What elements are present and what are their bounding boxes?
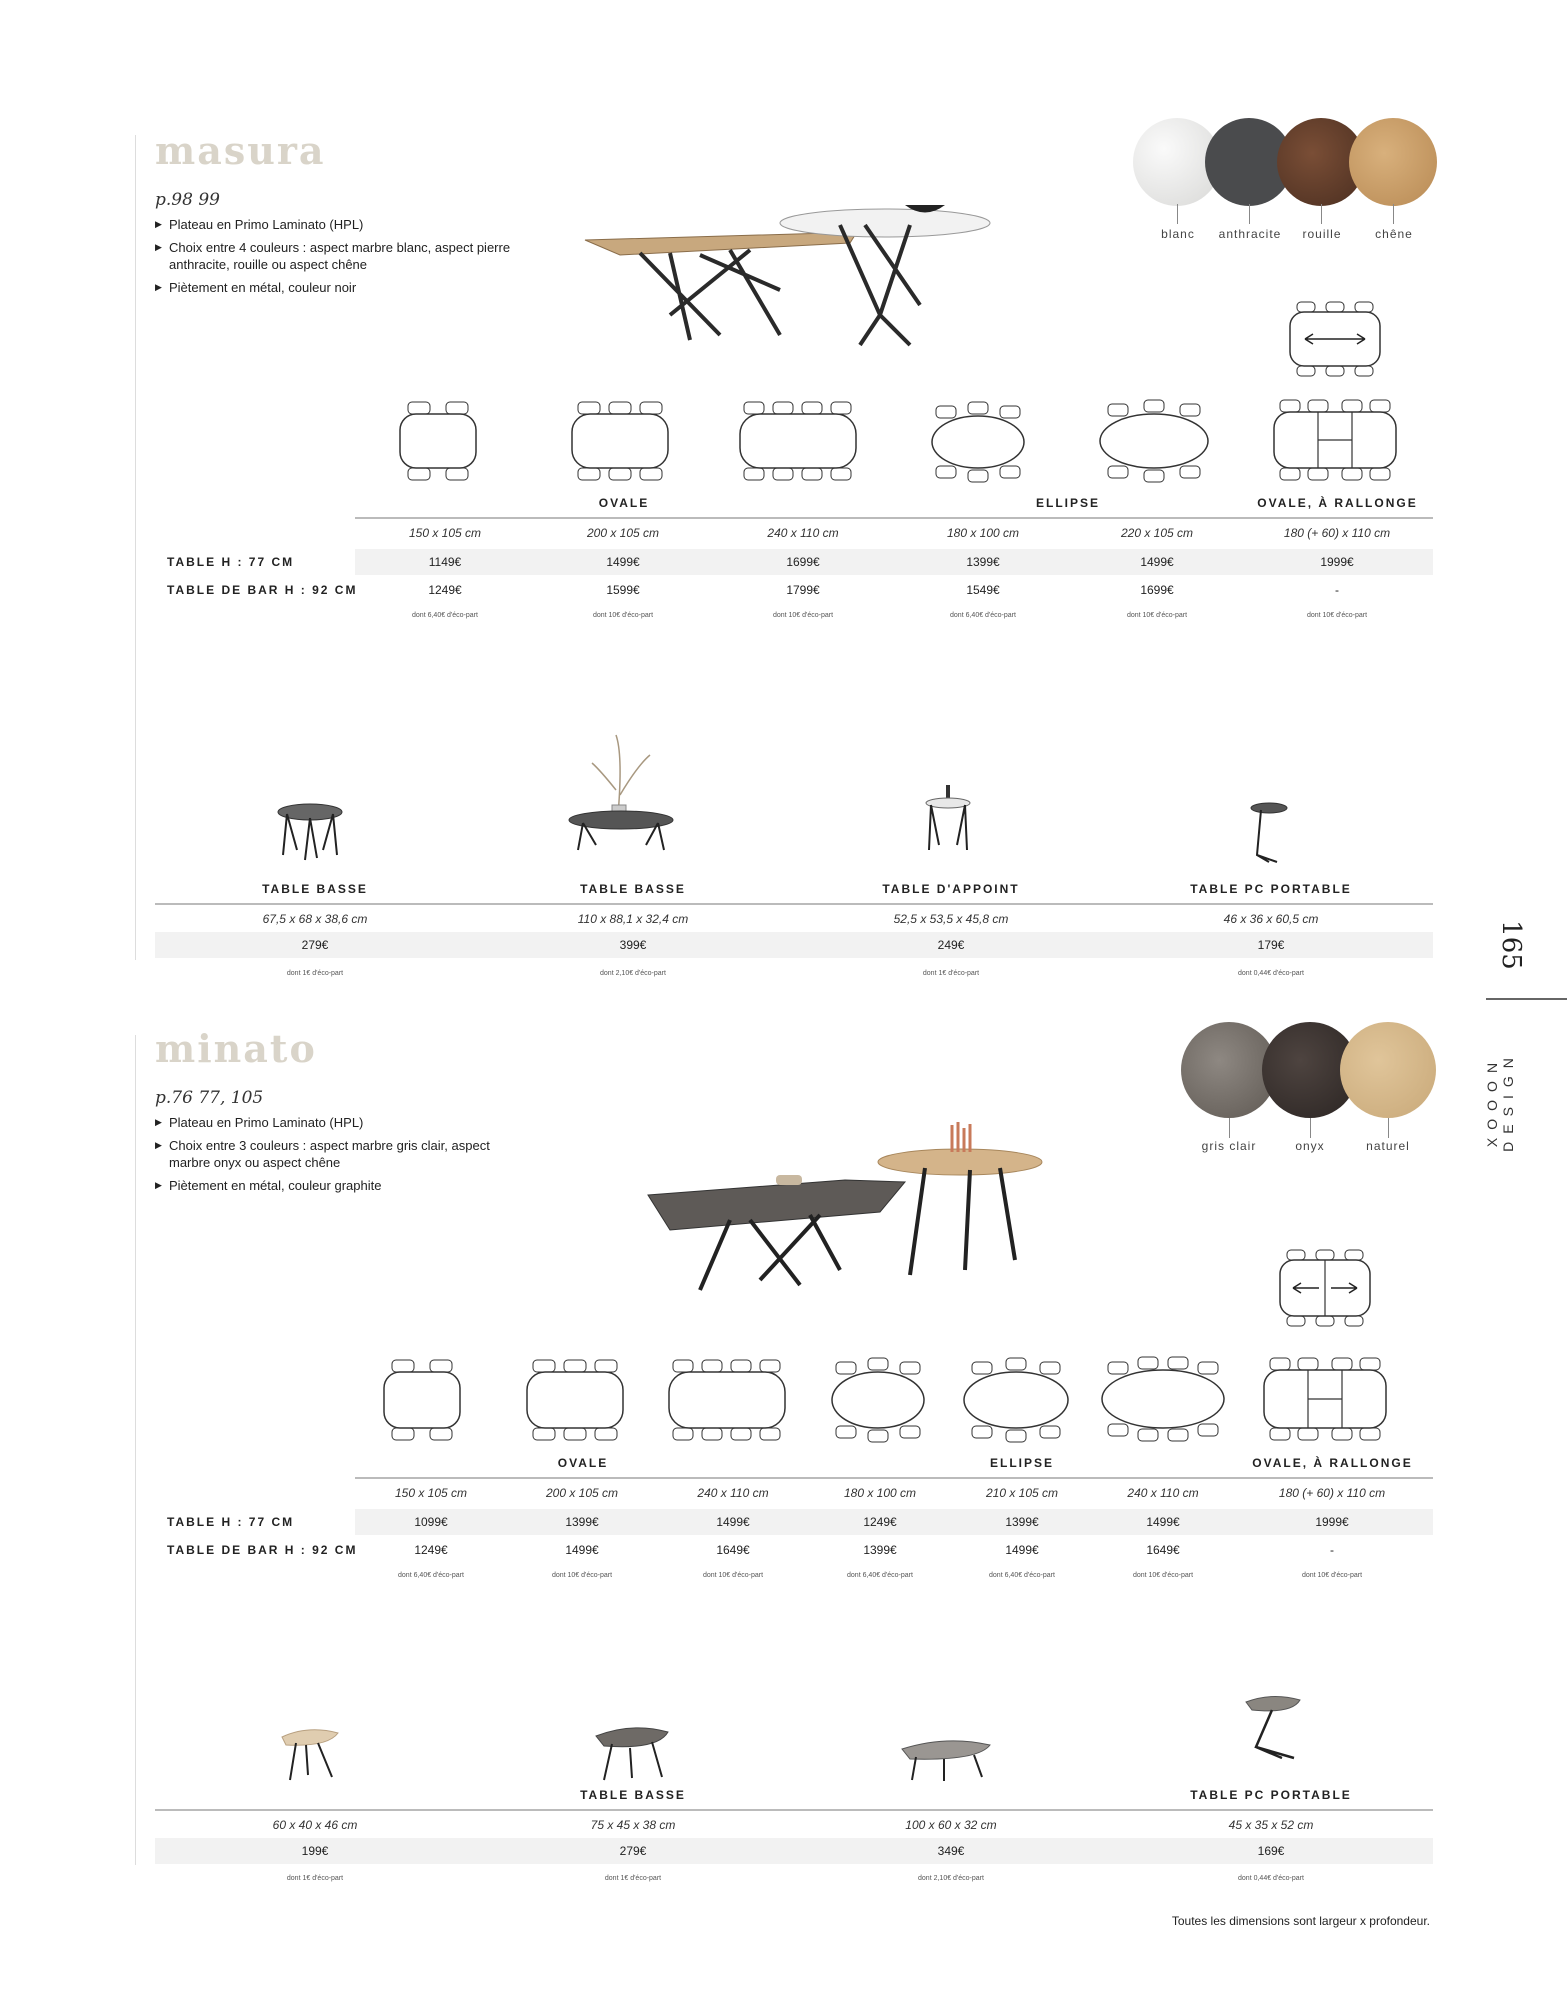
- dimension-cell: 180 x 100 cm: [946, 526, 1020, 540]
- dimension-cell: 200 x 105 cm: [545, 1486, 619, 1500]
- price-cell: 1549€: [966, 583, 1000, 597]
- dimension-cell: 100 x 60 x 32 cm: [905, 1818, 997, 1832]
- eco-part-note: dont 10€ d'éco-part: [1306, 612, 1368, 619]
- dimension-cell: 180 x 100 cm: [843, 1486, 917, 1500]
- feature-item: ▶ Choix entre 4 couleurs : aspect marbre blanc, aspect pierre anthracite, rouille ou aspect chêne: [155, 239, 515, 273]
- eco-part-note: dont 0,44€ d'éco-part: [1238, 1875, 1304, 1882]
- table-top-view-150x105: [398, 400, 478, 482]
- price-cell: 279€: [619, 1844, 647, 1858]
- price-cell: 249€: [937, 938, 965, 952]
- page-number: 165: [1495, 920, 1526, 970]
- row-label-bar-table: TABLE DE BAR H : 92 CM: [167, 1543, 358, 1557]
- dimension-cell: 52,5 x 53,5 x 45,8 cm: [893, 912, 1009, 926]
- minato-page-ref: p.76 77, 105: [155, 1088, 264, 1108]
- side-table-photo: [923, 785, 973, 855]
- small-table-label: TABLE BASSE: [580, 882, 686, 896]
- dimension-cell: 180 (+ 60) x 110 cm: [1278, 1486, 1386, 1500]
- table-top-view-180x100: [930, 402, 1026, 482]
- price-cell: 1699€: [786, 555, 820, 569]
- eco-part-note: dont 6,40€ d'éco-part: [412, 612, 478, 619]
- section-divider-line: [135, 1035, 136, 1865]
- price-cell: 1499€: [1140, 555, 1174, 569]
- eco-part-note: dont 6,40€ d'éco-part: [847, 1572, 913, 1579]
- eco-part-note: dont 2,10€ d'éco-part: [600, 970, 666, 977]
- small-table-label: TABLE PC PORTABLE: [1190, 882, 1352, 896]
- eco-part-note: dont 1€ d'éco-part: [286, 970, 344, 977]
- category-label-ovale-rallonge: OVALE, À RALLONGE: [1257, 496, 1418, 510]
- price-cell: 1649€: [716, 1543, 750, 1557]
- coffee-table-large-photo: [568, 735, 674, 855]
- coffee-table-grey-photo: [592, 1722, 672, 1784]
- eco-part-note: dont 1€ d'éco-part: [922, 970, 980, 977]
- price-cell: -: [1335, 583, 1339, 597]
- eco-part-note: dont 10€ d'éco-part: [1132, 1572, 1194, 1579]
- eco-part-note: dont 10€ d'éco-part: [772, 612, 834, 619]
- dimension-cell: 240 x 110 cm: [697, 1486, 769, 1500]
- table-header-rule: [355, 1477, 1433, 1479]
- small-table-rule: [155, 903, 1433, 905]
- price-cell: 349€: [937, 1844, 965, 1858]
- small-table-label: TABLE PC PORTABLE: [1190, 1788, 1352, 1802]
- dimension-cell: 150 x 105 cm: [394, 1486, 468, 1500]
- eco-part-note: dont 1€ d'éco-part: [286, 1875, 344, 1882]
- price-cell: 1099€: [414, 1515, 448, 1529]
- minato-feature-list: [155, 1114, 515, 1200]
- small-table-rule: [155, 1809, 1433, 1811]
- price-cell: 1649€: [1146, 1543, 1180, 1557]
- table-top-view-210x105: [962, 1358, 1070, 1442]
- category-label-ovale-rallonge: OVALE, À RALLONGE: [1252, 1456, 1413, 1470]
- section-divider-line: [135, 135, 136, 960]
- table-top-view-240x110: [667, 1358, 787, 1442]
- table-header-rule: [355, 517, 1433, 519]
- eco-part-note: dont 10€ d'éco-part: [1301, 1572, 1363, 1579]
- masura-title: masura: [155, 128, 326, 173]
- eco-part-note: dont 1€ d'éco-part: [604, 1875, 662, 1882]
- category-label-ellipse: ELLIPSE: [989, 1456, 1054, 1470]
- masura-feature-list: [155, 216, 515, 302]
- dimension-cell: 60 x 40 x 46 cm: [272, 1818, 358, 1832]
- price-cell: 1799€: [786, 583, 820, 597]
- dimension-cell: 220 x 105 cm: [1120, 526, 1194, 540]
- price-cell: 1599€: [606, 583, 640, 597]
- extending-table-diagram: [1275, 1248, 1375, 1328]
- price-cell: 1999€: [1320, 555, 1354, 569]
- price-cell: 279€: [301, 938, 329, 952]
- dimension-cell: 75 x 45 x 38 cm: [590, 1818, 676, 1832]
- feature-item: ▶ Piètement en métal, couleur noir: [155, 279, 515, 296]
- price-cell: 1699€: [1140, 583, 1174, 597]
- dimension-cell: 45 x 35 x 52 cm: [1228, 1818, 1314, 1832]
- dimension-cell: 150 x 105 cm: [408, 526, 482, 540]
- eco-part-note: dont 2,10€ d'éco-part: [918, 1875, 984, 1882]
- laptop-table-photo: [1242, 1692, 1304, 1762]
- dimension-cell: 240 x 110 cm: [767, 526, 839, 540]
- feature-item: ▶ Plateau en Primo Laminato (HPL): [155, 1114, 515, 1131]
- coffee-table-large-photo: [898, 1735, 994, 1783]
- price-cell: 199€: [301, 1844, 329, 1858]
- swatch-label: anthracite: [1218, 227, 1282, 241]
- minato-title: minato: [155, 1026, 317, 1071]
- masura-tables-photo: [580, 195, 1020, 345]
- swatch-chene: [1349, 118, 1437, 206]
- eco-part-note: dont 6,40€ d'éco-part: [989, 1572, 1055, 1579]
- feature-item: ▶ Plateau en Primo Laminato (HPL): [155, 216, 515, 233]
- price-cell: 1149€: [428, 555, 462, 569]
- laptop-table-photo: [1247, 800, 1291, 865]
- minato-tables-photo: [640, 1120, 1050, 1300]
- swatch-label: blanc: [1161, 227, 1195, 241]
- price-row-band: [355, 549, 1433, 575]
- coffee-table-small-photo: [278, 1725, 342, 1785]
- swatch-label: onyx: [1295, 1139, 1325, 1153]
- price-cell: 1499€: [606, 555, 640, 569]
- price-cell: 1399€: [966, 555, 1000, 569]
- price-cell: 1399€: [565, 1515, 599, 1529]
- eco-part-note: dont 10€ d'éco-part: [551, 1572, 613, 1579]
- price-cell: 169€: [1257, 1844, 1285, 1858]
- swatch-label: naturel: [1366, 1139, 1410, 1153]
- brand-name: XOOON DESIGN: [1484, 1050, 1516, 1152]
- dimension-cell: 67,5 x 68 x 38,6 cm: [262, 912, 368, 926]
- row-label-table: TABLE H : 77 CM: [167, 555, 295, 569]
- eco-part-note: dont 10€ d'éco-part: [1126, 612, 1188, 619]
- price-cell: 1499€: [1146, 1515, 1180, 1529]
- price-cell: 1399€: [1005, 1515, 1039, 1529]
- footnote: Toutes les dimensions sont largeur x profondeur.: [1171, 1914, 1430, 1928]
- swatch-label: gris clair: [1201, 1139, 1257, 1153]
- price-cell: 1999€: [1315, 1515, 1349, 1529]
- small-table-label: TABLE BASSE: [580, 1788, 686, 1802]
- table-top-view-200x105: [525, 1358, 625, 1442]
- dimension-cell: 110 x 88,1 x 32,4 cm: [577, 912, 689, 926]
- table-top-view-240x110-ellipse: [1100, 1356, 1226, 1442]
- swatch-label: rouille: [1302, 227, 1342, 241]
- swatch-naturel: [1340, 1022, 1436, 1118]
- price-cell: 179€: [1257, 938, 1285, 952]
- coffee-table-small-photo: [275, 800, 345, 862]
- dimension-cell: 200 x 105 cm: [586, 526, 660, 540]
- small-table-label: TABLE BASSE: [262, 882, 368, 896]
- table-top-view-220x105: [1098, 400, 1210, 482]
- masura-page-ref: p.98 99: [155, 190, 220, 210]
- price-cell: -: [1330, 1543, 1334, 1557]
- price-cell: 1399€: [863, 1543, 897, 1557]
- price-cell: 1249€: [863, 1515, 897, 1529]
- dimension-cell: 180 (+ 60) x 110 cm: [1283, 526, 1391, 540]
- dimension-cell: 240 x 110 cm: [1127, 1486, 1199, 1500]
- eco-part-note: dont 10€ d'éco-part: [592, 612, 654, 619]
- feature-item: ▶ Choix entre 3 couleurs : aspect marbre gris clair, aspect marbre onyx ou aspect chêne: [155, 1137, 515, 1171]
- feature-item: ▶ Piètement en métal, couleur graphite: [155, 1177, 515, 1194]
- side-rule: [1486, 998, 1567, 1000]
- price-cell: 1249€: [414, 1543, 448, 1557]
- table-top-view-extended: [1272, 398, 1398, 482]
- price-cell: 1499€: [1005, 1543, 1039, 1557]
- table-top-view-240x110: [738, 400, 858, 482]
- category-label-ovale: OVALE: [557, 1456, 609, 1470]
- row-label-table: TABLE H : 77 CM: [167, 1515, 295, 1529]
- eco-part-note: dont 6,40€ d'éco-part: [950, 612, 1016, 619]
- row-label-bar-table: TABLE DE BAR H : 92 CM: [167, 583, 358, 597]
- eco-part-note: dont 6,40€ d'éco-part: [398, 1572, 464, 1579]
- table-top-view-180x100: [830, 1358, 926, 1442]
- category-label-ovale: OVALE: [598, 496, 650, 510]
- dimension-cell: 210 x 105 cm: [985, 1486, 1059, 1500]
- price-cell: 399€: [619, 938, 647, 952]
- price-cell: 1499€: [716, 1515, 750, 1529]
- swatch-label: chêne: [1375, 227, 1413, 241]
- category-label-ellipse: ELLIPSE: [1035, 496, 1100, 510]
- eco-part-note: dont 10€ d'éco-part: [702, 1572, 764, 1579]
- table-top-view-200x105: [570, 400, 670, 482]
- price-cell: 1499€: [565, 1543, 599, 1557]
- small-table-label: TABLE D'APPOINT: [882, 882, 1020, 896]
- eco-part-note: dont 0,44€ d'éco-part: [1238, 970, 1304, 977]
- table-top-view-150x105: [382, 1358, 462, 1442]
- price-cell: 1249€: [428, 583, 462, 597]
- table-top-view-extended: [1262, 1356, 1388, 1442]
- dimension-cell: 46 x 36 x 60,5 cm: [1223, 912, 1319, 926]
- extending-table-diagram: [1285, 300, 1385, 378]
